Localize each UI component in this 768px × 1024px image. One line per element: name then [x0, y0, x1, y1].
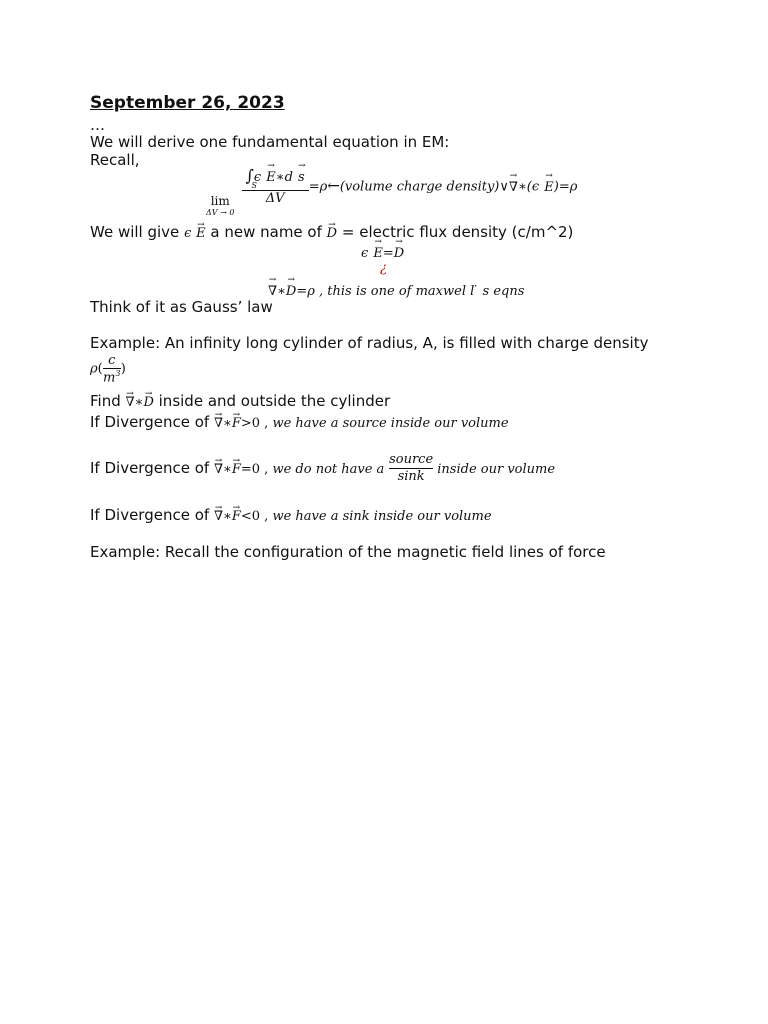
sink-text: sink	[397, 469, 425, 484]
equation-maxwell	[268, 280, 524, 299]
rho-symbol: ρ	[90, 361, 98, 377]
vector-f-2: → F	[232, 452, 241, 488]
vector-f: → F	[232, 415, 241, 433]
find-pre-text: Find	[90, 392, 126, 410]
vector-s: → s	[298, 170, 305, 185]
charge-density-text: (volume charge density)	[339, 179, 500, 195]
div-neg-text: we have a sink inside our volume	[268, 509, 492, 524]
divergence-close: )=ρ	[553, 179, 578, 195]
vector-e-4: → E	[373, 246, 383, 261]
give-mid-text: a new name of	[205, 223, 327, 241]
div-zero-pre: If Divergence of	[90, 459, 214, 477]
divergence-open: ∗(ϵ	[517, 179, 540, 195]
div-pos-rel: >0 ,	[240, 416, 269, 431]
or-symbol: ∨	[499, 179, 509, 195]
left-arrow-symbol: ←	[327, 176, 340, 195]
divergence-negative-line	[90, 506, 492, 526]
vector-d-3: → D	[286, 284, 296, 299]
vector-d-4: → D	[143, 394, 153, 412]
star-op-6: ∗	[223, 509, 232, 524]
rho-fraction	[103, 353, 121, 385]
rhs-rho: =ρ	[308, 179, 328, 195]
nabla-symbol-3: → ∇	[126, 394, 135, 412]
vector-f-3: → F	[232, 508, 241, 526]
example-cylinder-text: Example: An infinity long cylinder of radius, A, is filled with charge density	[90, 334, 649, 352]
vector-e-3: → E	[196, 225, 206, 243]
equation-limit	[206, 166, 577, 217]
divergence-zero-line	[90, 450, 555, 488]
nabla-symbol-4: → ∇	[214, 415, 223, 433]
ellipsis-text: …	[90, 116, 105, 134]
rho-numerator: c	[108, 353, 116, 368]
star-op-3: ∗	[134, 395, 144, 410]
epsilon-symbol-3: ϵ	[361, 246, 369, 261]
gauss-law-text: Think of it as Gauss’ law	[90, 298, 273, 316]
div-neg-rel: <0 ,	[240, 509, 269, 524]
div-neg-pre: If Divergence of	[90, 506, 214, 524]
rho-exponent: 3	[115, 369, 121, 378]
fraction-denominator: ΔV	[265, 191, 285, 206]
give-pre-text: We will give	[90, 223, 185, 241]
limit-block	[206, 176, 234, 217]
lim-text: lim	[210, 194, 230, 208]
integral-symbol: ∫	[245, 166, 254, 185]
source-sink-fraction	[389, 452, 433, 485]
vector-d-2: → D	[394, 246, 404, 261]
nabla-symbol-5: → ∇	[214, 452, 223, 488]
lim-subscript: ΔV → 0	[206, 208, 235, 217]
divergence-positive-line	[90, 413, 509, 433]
equation-eps-e-d	[361, 242, 404, 261]
div-zero-text: we do not have a	[268, 462, 385, 477]
star-op-4: ∗	[223, 416, 232, 431]
vector-d: → D	[327, 225, 337, 243]
example-magnetic-text: Example: Recall the configuration of the magnetic field lines of force	[90, 543, 606, 561]
equals-symbol: =	[382, 246, 394, 261]
maxwell-text: =ρ , this is one of maxwel l ̇ s eqns	[296, 284, 525, 299]
page-title: September 26, 2023	[90, 93, 285, 113]
div-zero-post: inside our volume	[433, 462, 556, 477]
integral-subscript: S	[251, 181, 258, 190]
give-post-text: = electric flux density (c/m^2)	[337, 223, 574, 241]
rho-denominator: $m^3$	[103, 369, 121, 386]
d-symbol: d	[284, 170, 293, 185]
recall-text: Recall,	[90, 151, 140, 169]
star-op-2: ∗	[277, 284, 286, 299]
div-pos-pre: If Divergence of	[90, 413, 214, 431]
star-op-5: ∗	[223, 462, 232, 477]
find-post-text: inside and outside the cylinder	[153, 392, 391, 410]
vector-e: → E	[266, 170, 276, 185]
epsilon-symbol: ϵ	[253, 170, 262, 185]
star-op: ∗	[275, 170, 285, 185]
nabla-symbol-2: → ∇	[268, 284, 277, 299]
vector-e-2: → E	[544, 180, 554, 195]
intro-text: We will derive one fundamental equation in EM:	[90, 133, 450, 151]
nabla-symbol-6: → ∇	[214, 508, 223, 526]
div-pos-text: we have a source inside our volume	[268, 416, 509, 431]
epsilon-symbol-2: ϵ	[184, 226, 192, 241]
inverted-question-mark: ¿	[380, 261, 387, 276]
flux-fraction	[242, 166, 309, 206]
rho-expression: ρ( $\frac{c}{m^3}$ )	[90, 353, 126, 386]
nabla-symbol: → ∇	[509, 180, 518, 195]
div-zero-rel: =0 ,	[240, 462, 269, 477]
flux-density-line	[90, 223, 573, 243]
fraction-numerator	[242, 166, 309, 190]
source-text: source	[389, 452, 434, 467]
